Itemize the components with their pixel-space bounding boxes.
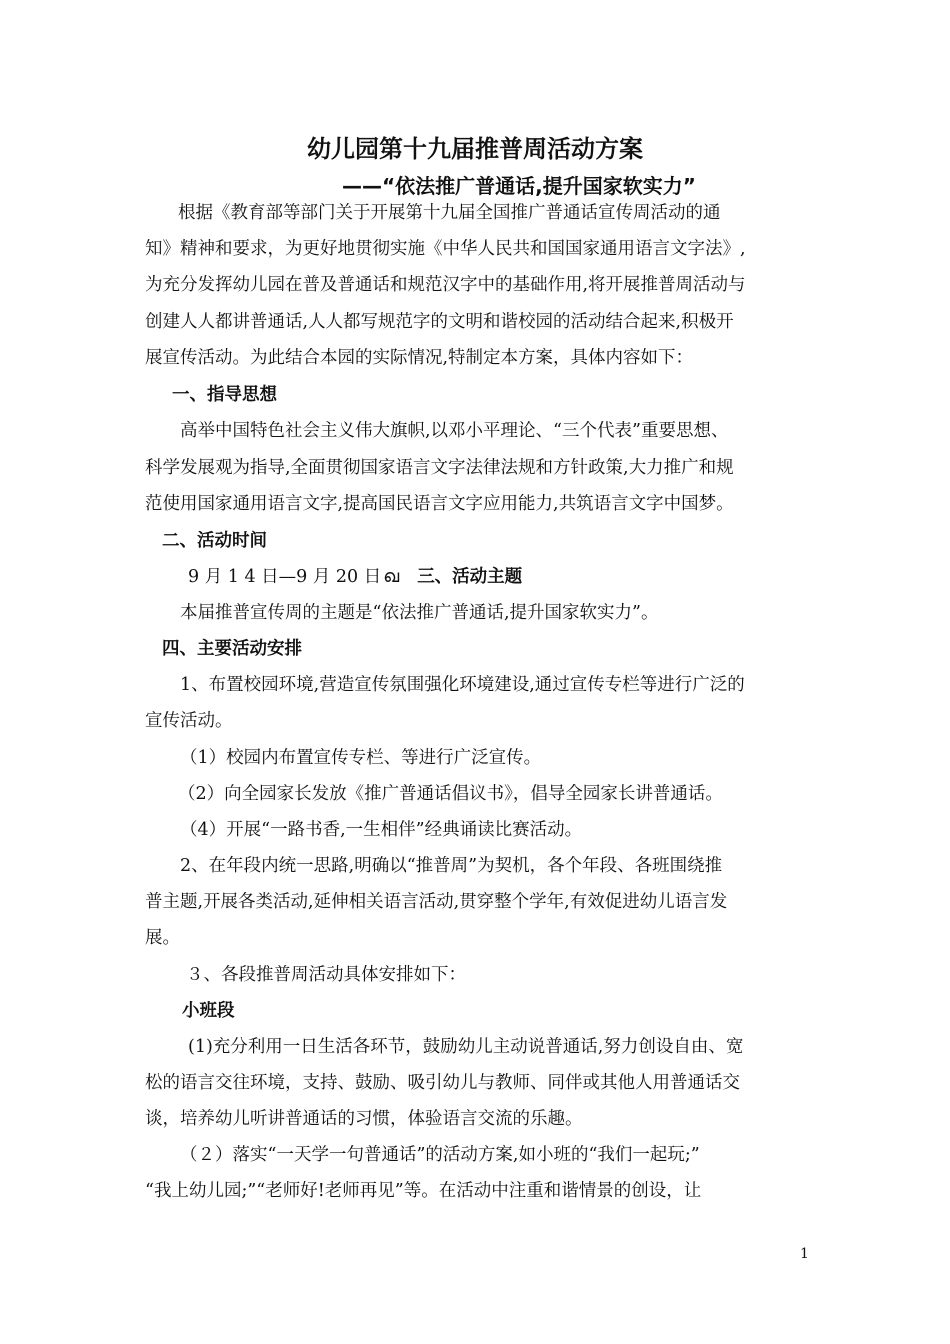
page-number: 1: [800, 1246, 809, 1262]
line-text: 为充分发挥幼儿园在普及普通话和规范汉字中的基础作用,将开展推普周活动与: [145, 275, 746, 295]
line-text: 高举中国特色社会主义伟大旗帜,以邓小平理论、“三个代表”重要思想、: [180, 421, 729, 441]
body-text-line: [180, 853, 722, 879]
line-text: （２）落实“一天学一句普通话”的活动方案,如小班的“我们一起玩;”: [180, 1145, 700, 1165]
section-heading: [162, 636, 302, 662]
body-text-line: [188, 564, 522, 590]
body-text-line: [180, 1142, 700, 1168]
document-subtitle: ——“依法推广普通话,提升国家软实力”: [342, 174, 696, 198]
line-text: 展宣传活动。为此结合本园的实际情况,特制定本方案，具体内容如下：: [145, 348, 694, 368]
line-text: 2、在年段内统一思路,明确以“推普周”为契机，各个年段、各班围绕推: [180, 856, 723, 876]
body-text-line: [180, 745, 541, 771]
body-text-line: [178, 200, 721, 226]
section-heading: [182, 998, 235, 1024]
body-text-line: [145, 925, 180, 951]
line-text: 本届推普宣传周的主题是“依法推广普通话,提升国家软实力”。: [180, 603, 659, 623]
body-text-line: [145, 889, 727, 915]
body-text-line: [145, 1106, 583, 1132]
line-text: （1）校园内布置宣传专栏、等进行广泛宣传。: [180, 748, 542, 768]
line-text: 范使用国家通用语言文字,提高国民语言文字应用能力,共筑语言文字中国梦。: [145, 494, 734, 514]
body-text-line: [145, 708, 233, 734]
section-heading: [172, 382, 277, 408]
body-text-line: [145, 455, 734, 481]
line-text: 科学发展观为指导,全面贯彻国家语言文字法律法规和方针政策,大力推广和规: [145, 458, 734, 478]
line-text: 谈，培养幼儿听讲普通话的习惯，体验语言交流的乐趣。: [145, 1109, 583, 1129]
body-text-line: [180, 672, 745, 698]
line-text: 知》精神和要求，为更好地贯彻实施《中华人民共和国国家通用语言文字法》,: [145, 239, 746, 259]
line-text: 展。: [145, 928, 180, 948]
line-text: 四、主要活动安排: [162, 639, 302, 659]
body-text-line: [180, 600, 658, 626]
line-text: 1、布置校园环境,营造宣传氛围强化环境建设,通过宣传专栏等进行广泛的: [180, 675, 745, 695]
body-text-line: [180, 817, 582, 843]
line-text: (1)充分利用一日生活各环节，鼓励幼儿主动说普通话,努力创设自由、宽: [188, 1037, 744, 1057]
body-text-line: [145, 345, 693, 371]
line-text: 一、指导思想: [172, 385, 277, 405]
body-text-line: [145, 1178, 701, 1204]
line-text: 普主题,开展各类活动,延伸相关语言活动,贯穿整个学年,有效促进幼儿语言发: [145, 892, 728, 912]
body-text-line: [188, 1034, 743, 1060]
section-heading: [162, 528, 267, 554]
line-text: 9 月 1 4 日—9 月 20 日: [188, 567, 382, 587]
section-heading-inline: 三、活动主题: [417, 567, 523, 587]
line-text: （2）向全园家长发放《推广普通话倡议书》，倡导全园家长讲普通话。: [178, 784, 723, 804]
body-text-line: [145, 1070, 740, 1096]
line-text: 创建人人都讲普通话,人人都写规范字的文明和谐校园的活动结合起来,积极开: [145, 312, 734, 332]
line-text: “我上幼儿园;”“老师好!老师再见”等。在活动中注重和谐情景的创设，让: [145, 1181, 702, 1201]
line-text: 松的语言交往环境，支持、鼓励、吸引幼儿与教师、同伴或其他人用普通话交: [145, 1073, 740, 1093]
line-text: 小班段: [182, 1001, 235, 1021]
body-text-line: [145, 236, 746, 262]
line-text: 二、活动时间: [162, 531, 267, 551]
line-text: ３、各段推普周活动具体安排如下：: [186, 965, 466, 985]
line-text: （4）开展“一路书香,一生相伴”经典诵读比赛活动。: [180, 820, 583, 840]
body-text-line: [145, 309, 734, 335]
line-text: 根据《教育部等部门关于开展第十九届全国推广普通话宣传周活动的通: [178, 203, 721, 223]
document-title: 幼儿园第十九届推普周活动方案: [307, 135, 643, 163]
inline-mark: ഖ: [383, 567, 400, 587]
line-text: 宣传活动。: [145, 711, 233, 731]
body-text-line: [180, 418, 728, 444]
body-text-line: [145, 272, 746, 298]
body-text-line: [186, 962, 466, 988]
body-text-line: [145, 491, 734, 517]
body-text-line: [178, 781, 723, 807]
